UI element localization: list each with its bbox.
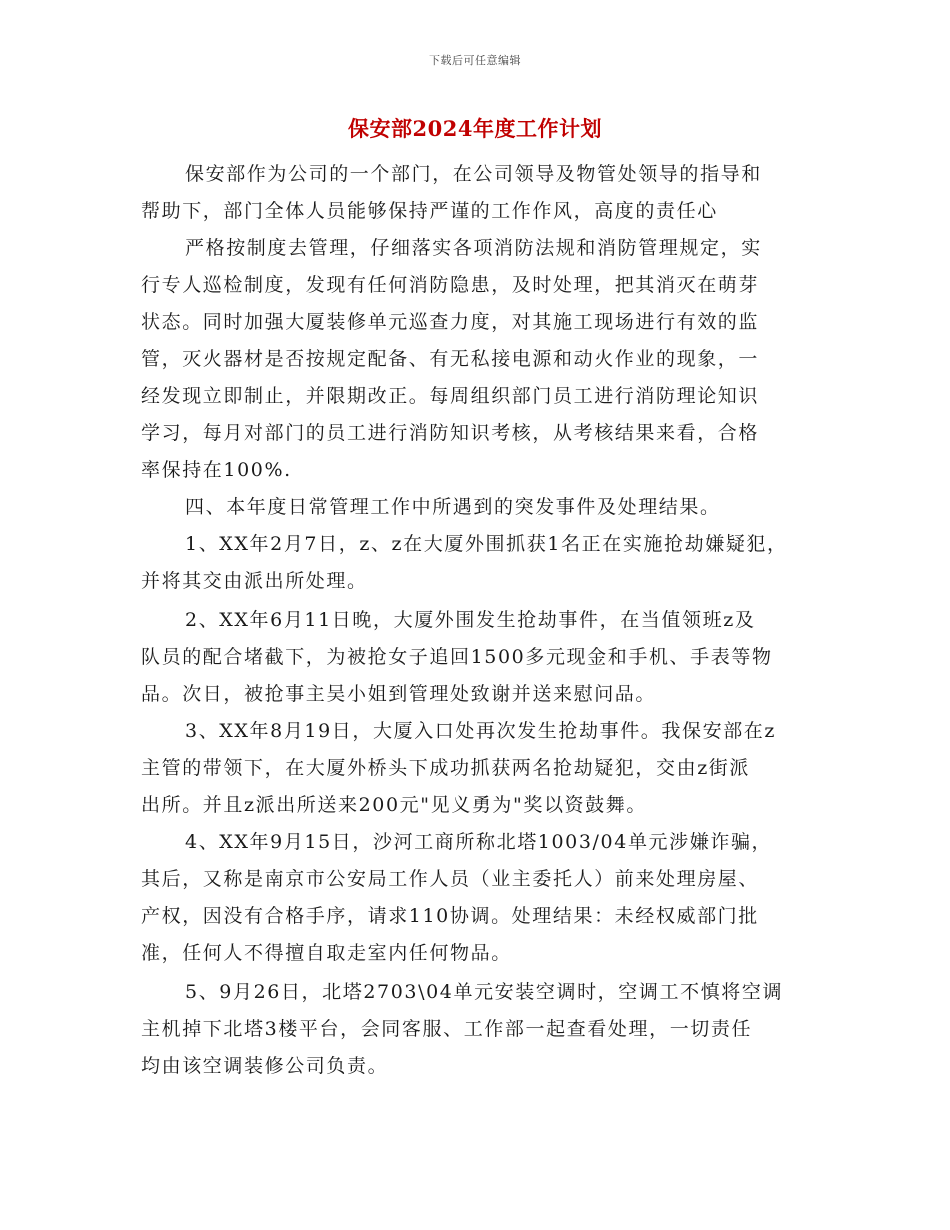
body-line: 并将其交由派出所处理。 xyxy=(141,570,368,592)
body-line: 经发现立即制止，并限期改正。每周组织部门员工进行消防理论知识 xyxy=(141,385,760,407)
body-line: 状态。同时加强大厦装修单元巡查力度，对其施工现场进行有效的监 xyxy=(141,311,760,333)
body-line: 3、XX年8月19日，大厦入口处再次发生抢劫事件。我保安部在z xyxy=(185,720,777,742)
body-line: 2、XX年6月11日晚，大厦外围发生抢劫事件，在当值领班z及 xyxy=(185,609,756,631)
body-line: 产权，因没有合格手序，请求110协调。处理结果：未经权威部门批 xyxy=(141,905,759,927)
body-line: 均由该空调装修公司负责。 xyxy=(141,1055,389,1077)
body-line: 主管的带领下，在大厦外桥头下成功抓获两名抢劫疑犯，交由z街派 xyxy=(141,757,751,779)
body-line: 管，灭火器材是否按规定配备、有无私接电源和动火作业的现象，一 xyxy=(141,348,760,370)
section-heading: 四、本年度日常管理工作中所遇到的突发事件及处理结果。 xyxy=(185,496,721,518)
body-line: 其后，又称是南京市公安局工作人员（业主委托人）前来处理房屋、 xyxy=(141,868,760,890)
body-line: 品。次日，被抢事主吴小姐到管理处致谢并送来慰问品。 xyxy=(141,683,657,705)
body-line: 率保持在100%. xyxy=(141,459,292,481)
body-line: 出所。并且z派出所送来200元"见义勇为"奖以资鼓舞。 xyxy=(141,794,647,816)
body-line: 4、XX年9月15日，沙河工商所称北塔1003/04单元涉嫌诈骗， xyxy=(185,831,773,853)
body-line: 1、XX年2月7日，z、z在大厦外围抓获1名正在实施抢劫嫌疑犯， xyxy=(185,533,788,555)
body-line: 帮助下，部门全体人员能够保持严谨的工作作风，高度的责任心 xyxy=(141,200,718,222)
body-line: 队员的配合堵截下，为被抢女子追回1500多元现金和手机、手表等物 xyxy=(141,646,773,668)
document-title: 保安部2024年度工作计划 xyxy=(348,116,602,141)
body-line: 学习，每月对部门的员工进行消防知识考核，从考核结果来看，合格 xyxy=(141,422,760,444)
body-line: 行专人巡检制度，发现有任何消防隐患，及时处理，把其消灭在萌芽 xyxy=(141,274,760,296)
header-note: 下载后可任意编辑 xyxy=(429,54,521,67)
body-line: 准，任何人不得擅自取走室内任何物品。 xyxy=(141,942,512,964)
body-line: 主机掉下北塔3楼平台，会同客服、工作部一起查看处理，一切责任 xyxy=(141,1018,753,1040)
body-line: 严格按制度去管理，仔细落实各项消防法规和消防管理规定，实 xyxy=(185,237,762,259)
body-line: 5、9月26日，北塔2703\04单元安装空调时，空调工不慎将空调 xyxy=(185,981,784,1003)
body-line: 保安部作为公司的一个部门，在公司领导及物管处领导的指导和 xyxy=(185,163,762,185)
